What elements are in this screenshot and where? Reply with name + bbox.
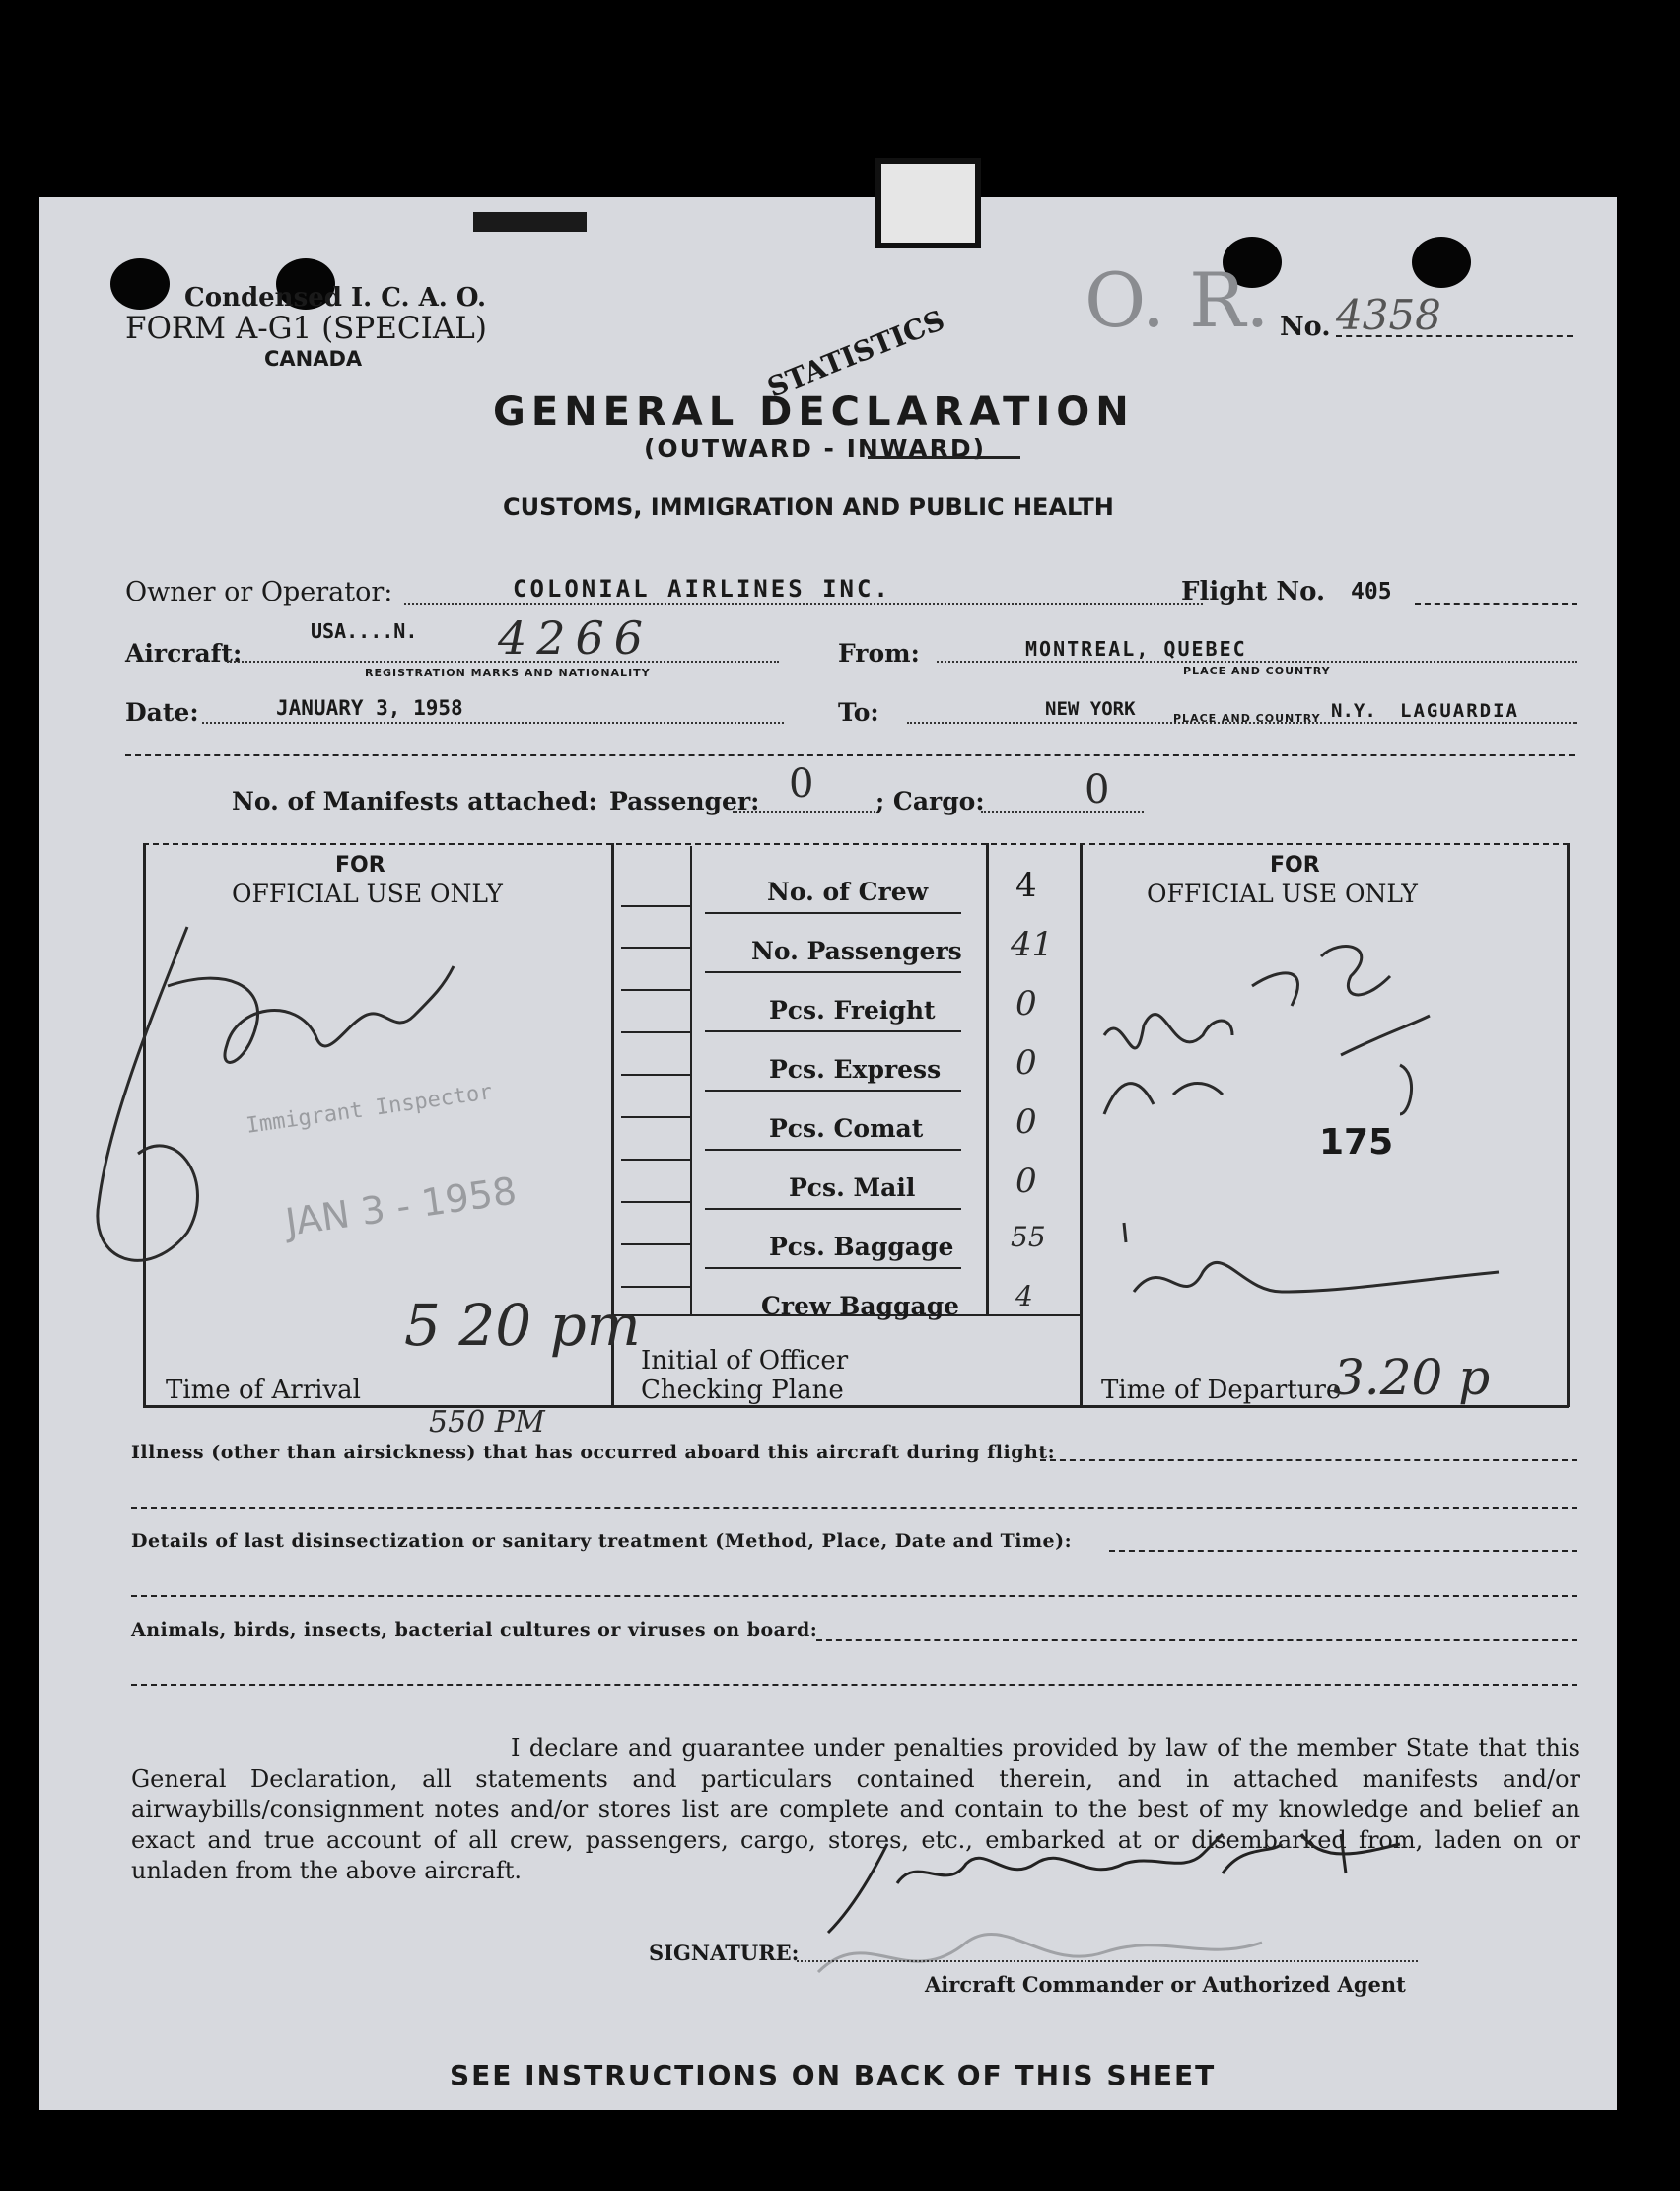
number-label: No. bbox=[1280, 312, 1331, 342]
arrival-value: 5 20 pm bbox=[404, 1292, 641, 1359]
form-code: FORM A-G1 (SPECIAL) bbox=[125, 311, 487, 346]
to-caption: PLACE AND COUNTRY bbox=[1173, 712, 1321, 725]
row-label-mail: Pcs. Mail bbox=[789, 1173, 916, 1202]
left-official-header-2: OFFICIAL USE ONLY bbox=[232, 880, 503, 908]
left-official-header-1: FOR bbox=[335, 853, 385, 878]
row-value-express: 0 bbox=[1015, 1043, 1037, 1083]
form-sheet bbox=[39, 197, 1617, 2110]
footer-instructions: SEE INSTRUCTIONS ON BACK OF THIS SHEET bbox=[450, 2059, 1217, 2091]
initial-label-2: Checking Plane bbox=[641, 1376, 844, 1405]
row-value-passengers: 41 bbox=[1011, 925, 1054, 964]
right-official-header-1: FOR bbox=[1270, 853, 1320, 878]
owner-label: Owner or Operator: bbox=[125, 577, 393, 607]
from-label: From: bbox=[838, 639, 920, 668]
row-label-passengers: No. Passengers bbox=[751, 937, 962, 965]
signature-caption: Aircraft Commander or Authorized Agent bbox=[925, 1972, 1406, 1997]
row-value-freight: 0 bbox=[1015, 984, 1037, 1024]
passenger-manifest-label: Passenger: bbox=[609, 787, 760, 815]
from-value: MONTREAL, QUEBEC bbox=[1025, 637, 1247, 661]
section-title: CUSTOMS, IMMIGRATION AND PUBLIC HEALTH bbox=[503, 493, 1114, 521]
flight-label: Flight No. bbox=[1181, 577, 1326, 606]
row-label-comat: Pcs. Comat bbox=[769, 1114, 924, 1143]
to-value-city: NEW YORK bbox=[1045, 698, 1136, 720]
from-caption: PLACE AND COUNTRY bbox=[1183, 665, 1331, 677]
page-title: GENERAL DECLARATION bbox=[493, 389, 1135, 435]
row-label-freight: Pcs. Freight bbox=[769, 996, 936, 1025]
to-value-airport: LAGUARDIA bbox=[1400, 700, 1519, 722]
cargo-manifest-label: ; Cargo: bbox=[875, 787, 985, 815]
row-label-express: Pcs. Express bbox=[769, 1055, 942, 1084]
right-stamp-number: 175 bbox=[1319, 1122, 1394, 1163]
stamp-date: JAN 3 - 1958 bbox=[282, 1168, 520, 1244]
aircraft-caption: REGISTRATION MARKS AND NATIONALITY bbox=[365, 667, 651, 679]
aircraft-prefix: USA....N. bbox=[311, 619, 418, 643]
stamp-inspector: Immigrant Inspector bbox=[245, 1080, 494, 1139]
row-value-crew: 4 bbox=[1015, 866, 1037, 905]
to-value-state: N.Y. bbox=[1331, 700, 1376, 722]
punch-hole bbox=[1412, 237, 1471, 288]
row-label-crew-baggage: Crew Baggage bbox=[761, 1292, 960, 1320]
form-origin: Condensed I. C. A. O. bbox=[184, 283, 487, 313]
binder-clip bbox=[473, 212, 587, 232]
arrival-label: Time of Arrival bbox=[166, 1376, 361, 1405]
row-value-mail: 0 bbox=[1015, 1162, 1037, 1201]
row-value-baggage: 55 bbox=[1011, 1221, 1046, 1253]
declaration-text: I declare and guarantee under penalties provided by law of the member State that this General Declaration, all statements and particulars contained therein, and in attached manifests and/or airwaybills/consignment notes and/or stores list are complete and contain to the best of my knowledge and belief an exact and true account of all crew, passengers, cargo, stores, etc., embarked at or disembarked from, laden on or unladen from the above aircraft. bbox=[131, 1734, 1580, 1884]
illness-question: Illness (other than airsickness) that has occurred aboard this aircraft during flight: bbox=[131, 1442, 1056, 1463]
departure-label: Time of Departure bbox=[1101, 1376, 1342, 1405]
owner-value: COLONIAL AIRLINES INC. bbox=[513, 575, 891, 602]
signature-label: SIGNATURE: bbox=[649, 1941, 800, 1965]
form-country: CANADA bbox=[264, 347, 363, 371]
date-label: Date: bbox=[125, 698, 199, 727]
manifests-label: No. of Manifests attached: bbox=[232, 787, 597, 815]
right-official-header-2: OFFICIAL USE ONLY bbox=[1147, 880, 1418, 908]
punch-hole bbox=[110, 258, 170, 310]
departure-value: 3.20 p bbox=[1333, 1349, 1491, 1406]
row-value-crew-baggage: 4 bbox=[1015, 1280, 1033, 1312]
binder-clip bbox=[875, 158, 981, 248]
animals-question: Animals, birds, insects, bacterial cultures or viruses on board: bbox=[131, 1619, 818, 1641]
statistics-stamp: STATISTICS bbox=[762, 303, 949, 404]
passenger-manifest-value: 0 bbox=[789, 761, 814, 807]
page-subtitle: (OUTWARD - INWARD) bbox=[644, 434, 987, 462]
form-number: 4358 bbox=[1336, 291, 1441, 339]
initial-label-1: Initial of Officer bbox=[641, 1346, 849, 1376]
cargo-manifest-value: 0 bbox=[1085, 767, 1110, 813]
disinsect-question: Details of last disinsectization or sanitary treatment (Method, Place, Date and Time): bbox=[131, 1530, 1073, 1552]
row-label-baggage: Pcs. Baggage bbox=[769, 1233, 954, 1261]
row-value-comat: 0 bbox=[1015, 1102, 1037, 1142]
flight-value: 405 bbox=[1351, 579, 1392, 604]
stamp-op: O. R. bbox=[1085, 256, 1270, 344]
to-label: To: bbox=[838, 698, 879, 727]
aircraft-label: Aircraft: bbox=[125, 639, 243, 668]
date-value: JANUARY 3, 1958 bbox=[276, 696, 463, 720]
row-label-crew: No. of Crew bbox=[767, 878, 929, 906]
arrival-note: 550 PM bbox=[429, 1405, 545, 1440]
aircraft-value: 4266 bbox=[498, 611, 654, 665]
